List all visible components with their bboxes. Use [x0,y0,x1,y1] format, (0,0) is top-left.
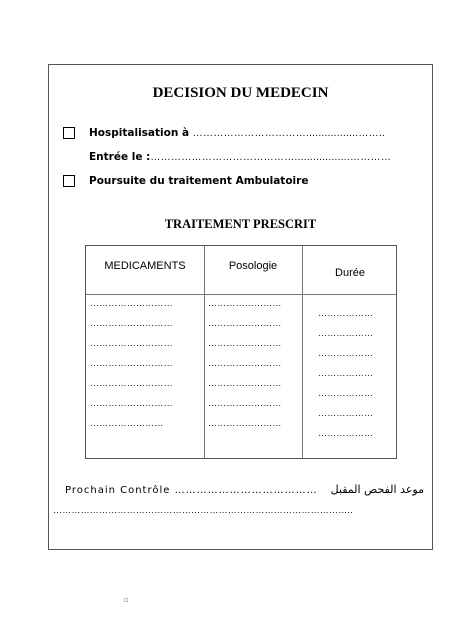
decision-form [48,64,433,550]
posologie-field[interactable]: …………………… [208,378,282,388]
entree-field[interactable]: ……………………………………..................………… [150,152,392,163]
hospitalisation-label: Hospitalisation à [89,127,190,139]
ambulatoire-checkbox[interactable] [63,175,75,187]
column-divider [204,246,205,458]
medicament-field[interactable]: ……………………… [90,338,173,348]
header-posologie: Posologie [228,260,278,272]
page-mark: ▫ [124,596,129,604]
posologie-field[interactable]: …………………… [208,338,282,348]
medicament-field[interactable]: …………………… [90,418,164,428]
duree-field[interactable]: ……………… [318,328,374,338]
treatment-subtitle: TRAITEMENT PRESCRIT [164,217,317,231]
entree-label: Entrée le : [89,151,151,163]
hospitalisation-field[interactable]: …………………………….................…….. [192,128,386,139]
posologie-field[interactable]: …………………… [208,418,282,428]
duree-field[interactable]: ……………… [318,388,374,398]
medicament-field[interactable]: ……………………… [90,398,173,408]
form-title: DECISION DU MEDECIN [152,85,329,101]
medicament-field[interactable]: ……………………… [90,298,173,308]
medicament-field[interactable]: ……………………… [90,358,173,368]
duree-field[interactable]: ……………… [318,408,374,418]
header-medicaments: MEDICAMENTS [104,260,186,272]
header-duree: Durée [335,267,365,279]
bottom-notes-field[interactable]: …………………………………………………………………………………….. [53,505,353,515]
prescription-table [85,245,397,459]
posologie-field[interactable]: …………………… [208,298,282,308]
arabic-controle-label: موعد الفحص المقبل [330,483,424,496]
hospitalisation-checkbox[interactable] [63,127,75,139]
duree-field[interactable]: ……………… [318,308,374,318]
prochain-controle-row [65,485,318,496]
ambulatoire-label: Poursuite du traitement Ambulatoire [89,175,309,187]
entree-row [63,151,391,163]
medicament-field[interactable]: ……………………… [90,378,173,388]
prochain-controle-label: Prochain Contrôle [65,485,171,496]
ambulatoire-row [63,175,308,187]
posologie-field[interactable]: …………………… [208,358,282,368]
posologie-field[interactable]: …………………… [208,398,282,408]
posologie-field[interactable]: …………………… [208,318,282,328]
hospitalisation-row [63,127,385,139]
prochain-controle-field[interactable]: ………………………………… [174,485,318,496]
duree-field[interactable]: ……………… [318,348,374,358]
duree-field[interactable]: ……………… [318,368,374,378]
medicament-field[interactable]: ……………………… [90,318,173,328]
header-divider [86,294,396,295]
duree-field[interactable]: ……………… [318,428,374,438]
